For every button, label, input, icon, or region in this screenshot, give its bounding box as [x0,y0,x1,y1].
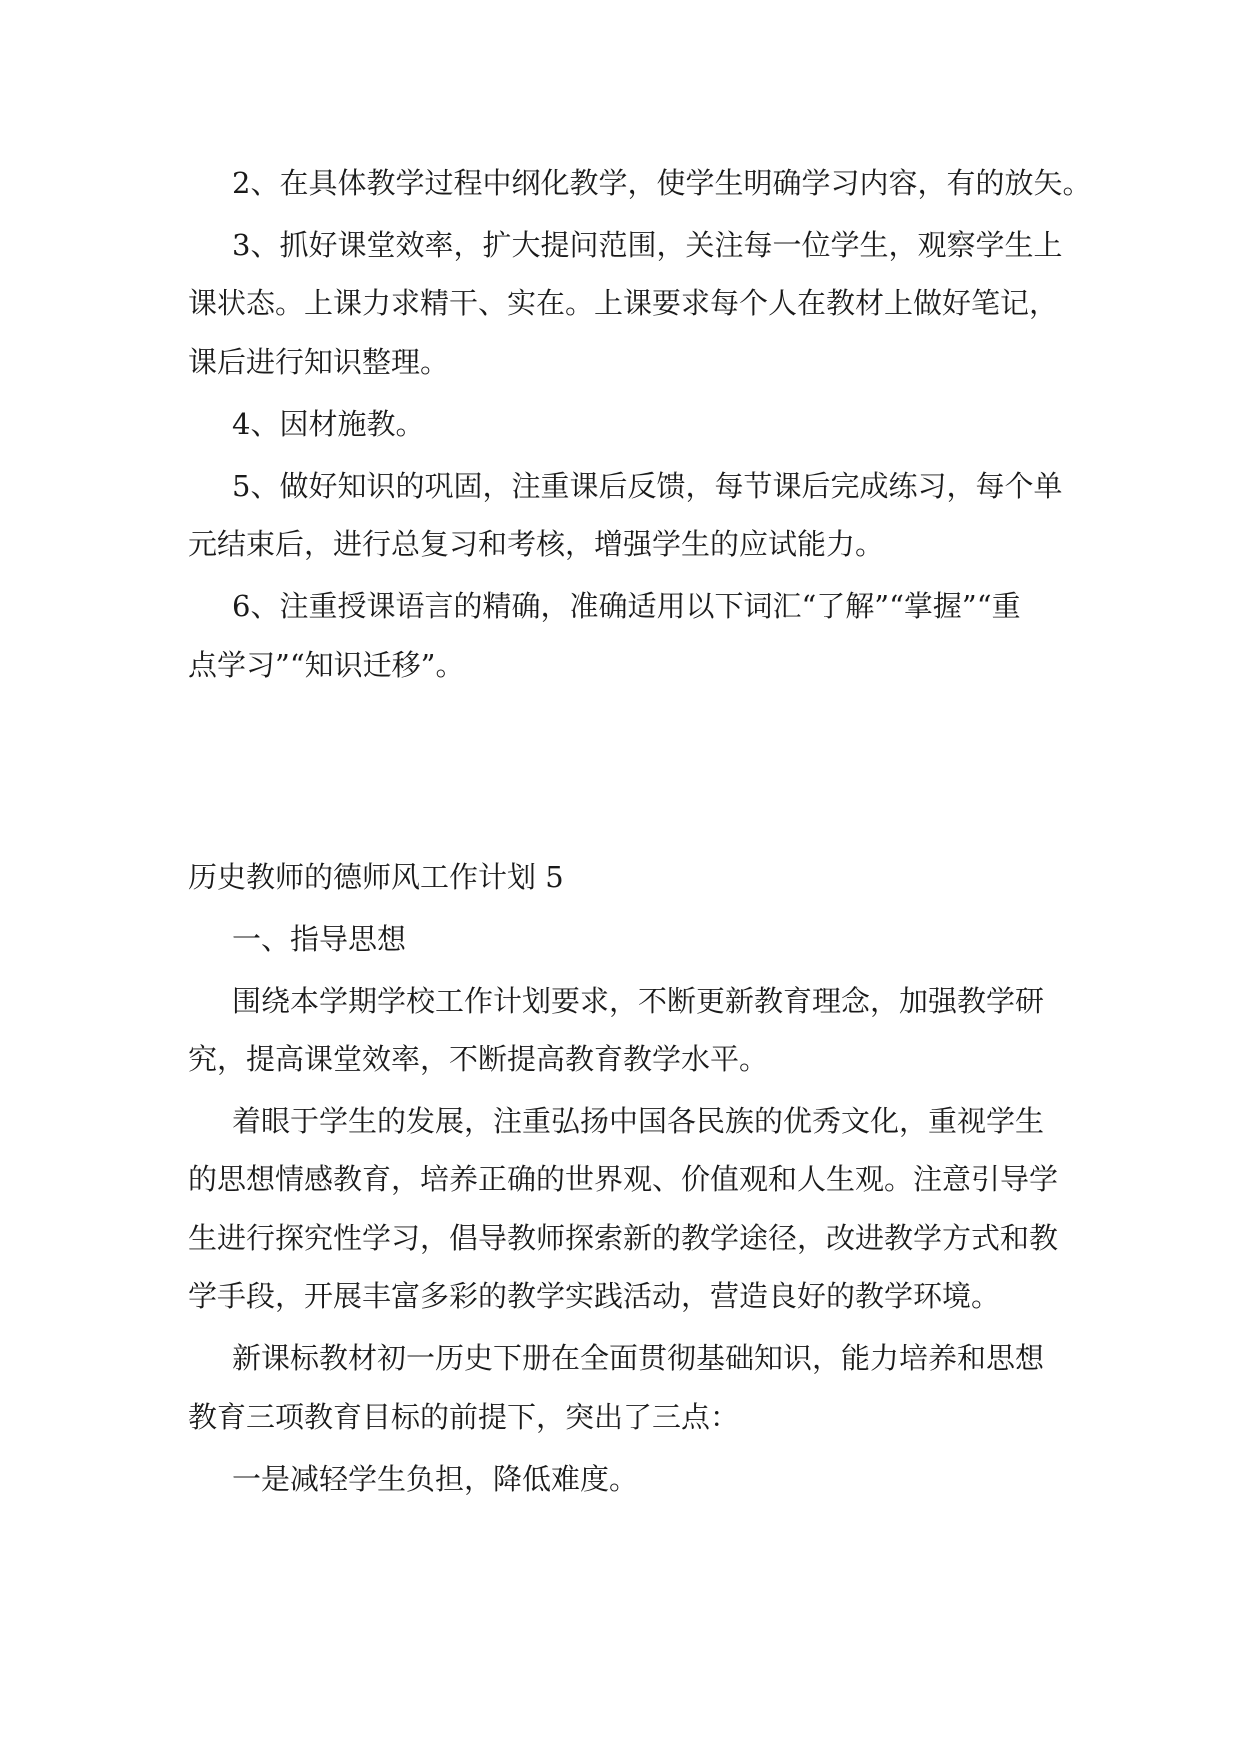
paragraph-line: 课状态。上课力求精干、实在。上课要求每个人在教材上做好笔记， [188,286,1059,320]
paragraph-line: 教育三项教育目标的前提下，突出了三点： [188,1400,740,1434]
paragraph-line: 点学习”“知识迁移”。 [188,648,465,682]
paragraph-line: 3、抓好课堂效率，扩大提问范围，关注每一位学生，观察学生上 [232,228,1063,262]
paragraph-line: 4、因材施教。 [232,407,425,441]
paragraph-line: 一、指导思想 [232,922,407,956]
paragraph-line: 2、在具体教学过程中纲化教学，使学生明确学习内容，有的放矢。 [232,166,1092,200]
section-title: 历史教师的德师风工作计划 5 [188,860,564,894]
paragraph-line: 的思想情感教育，培养正确的世界观、价值观和人生观。注意引导学 [188,1162,1059,1196]
paragraph-line: 围绕本学期学校工作计划要求，不断更新教育理念，加强教学研 [232,984,1045,1018]
paragraph-line: 着眼于学生的发展，注重弘扬中国各民族的优秀文化，重视学生 [232,1104,1045,1138]
paragraph-line: 生进行探究性学习，倡导教师探索新的教学途径，改进教学方式和教 [188,1221,1059,1255]
paragraph-line: 5、做好知识的巩固，注重课后反馈，每节课后完成练习，每个单 [232,469,1063,503]
paragraph-line: 究，提高课堂效率，不断提高教育教学水平。 [188,1042,769,1076]
paragraph-line: 元结束后，进行总复习和考核，增强学生的应试能力。 [188,527,885,561]
paragraph-line: 一是减轻学生负担，降低难度。 [232,1462,639,1496]
paragraph-line: 新课标教材初一历史下册在全面贯彻基础知识，能力培养和思想 [232,1341,1045,1375]
paragraph-line: 6、注重授课语言的精确，准确适用以下词汇“了解”“掌握”“重 [232,589,1021,623]
paragraph-line: 课后进行知识整理。 [188,345,450,379]
paragraph-line: 学手段，开展丰富多彩的教学实践活动，营造良好的教学环境。 [188,1279,1001,1313]
